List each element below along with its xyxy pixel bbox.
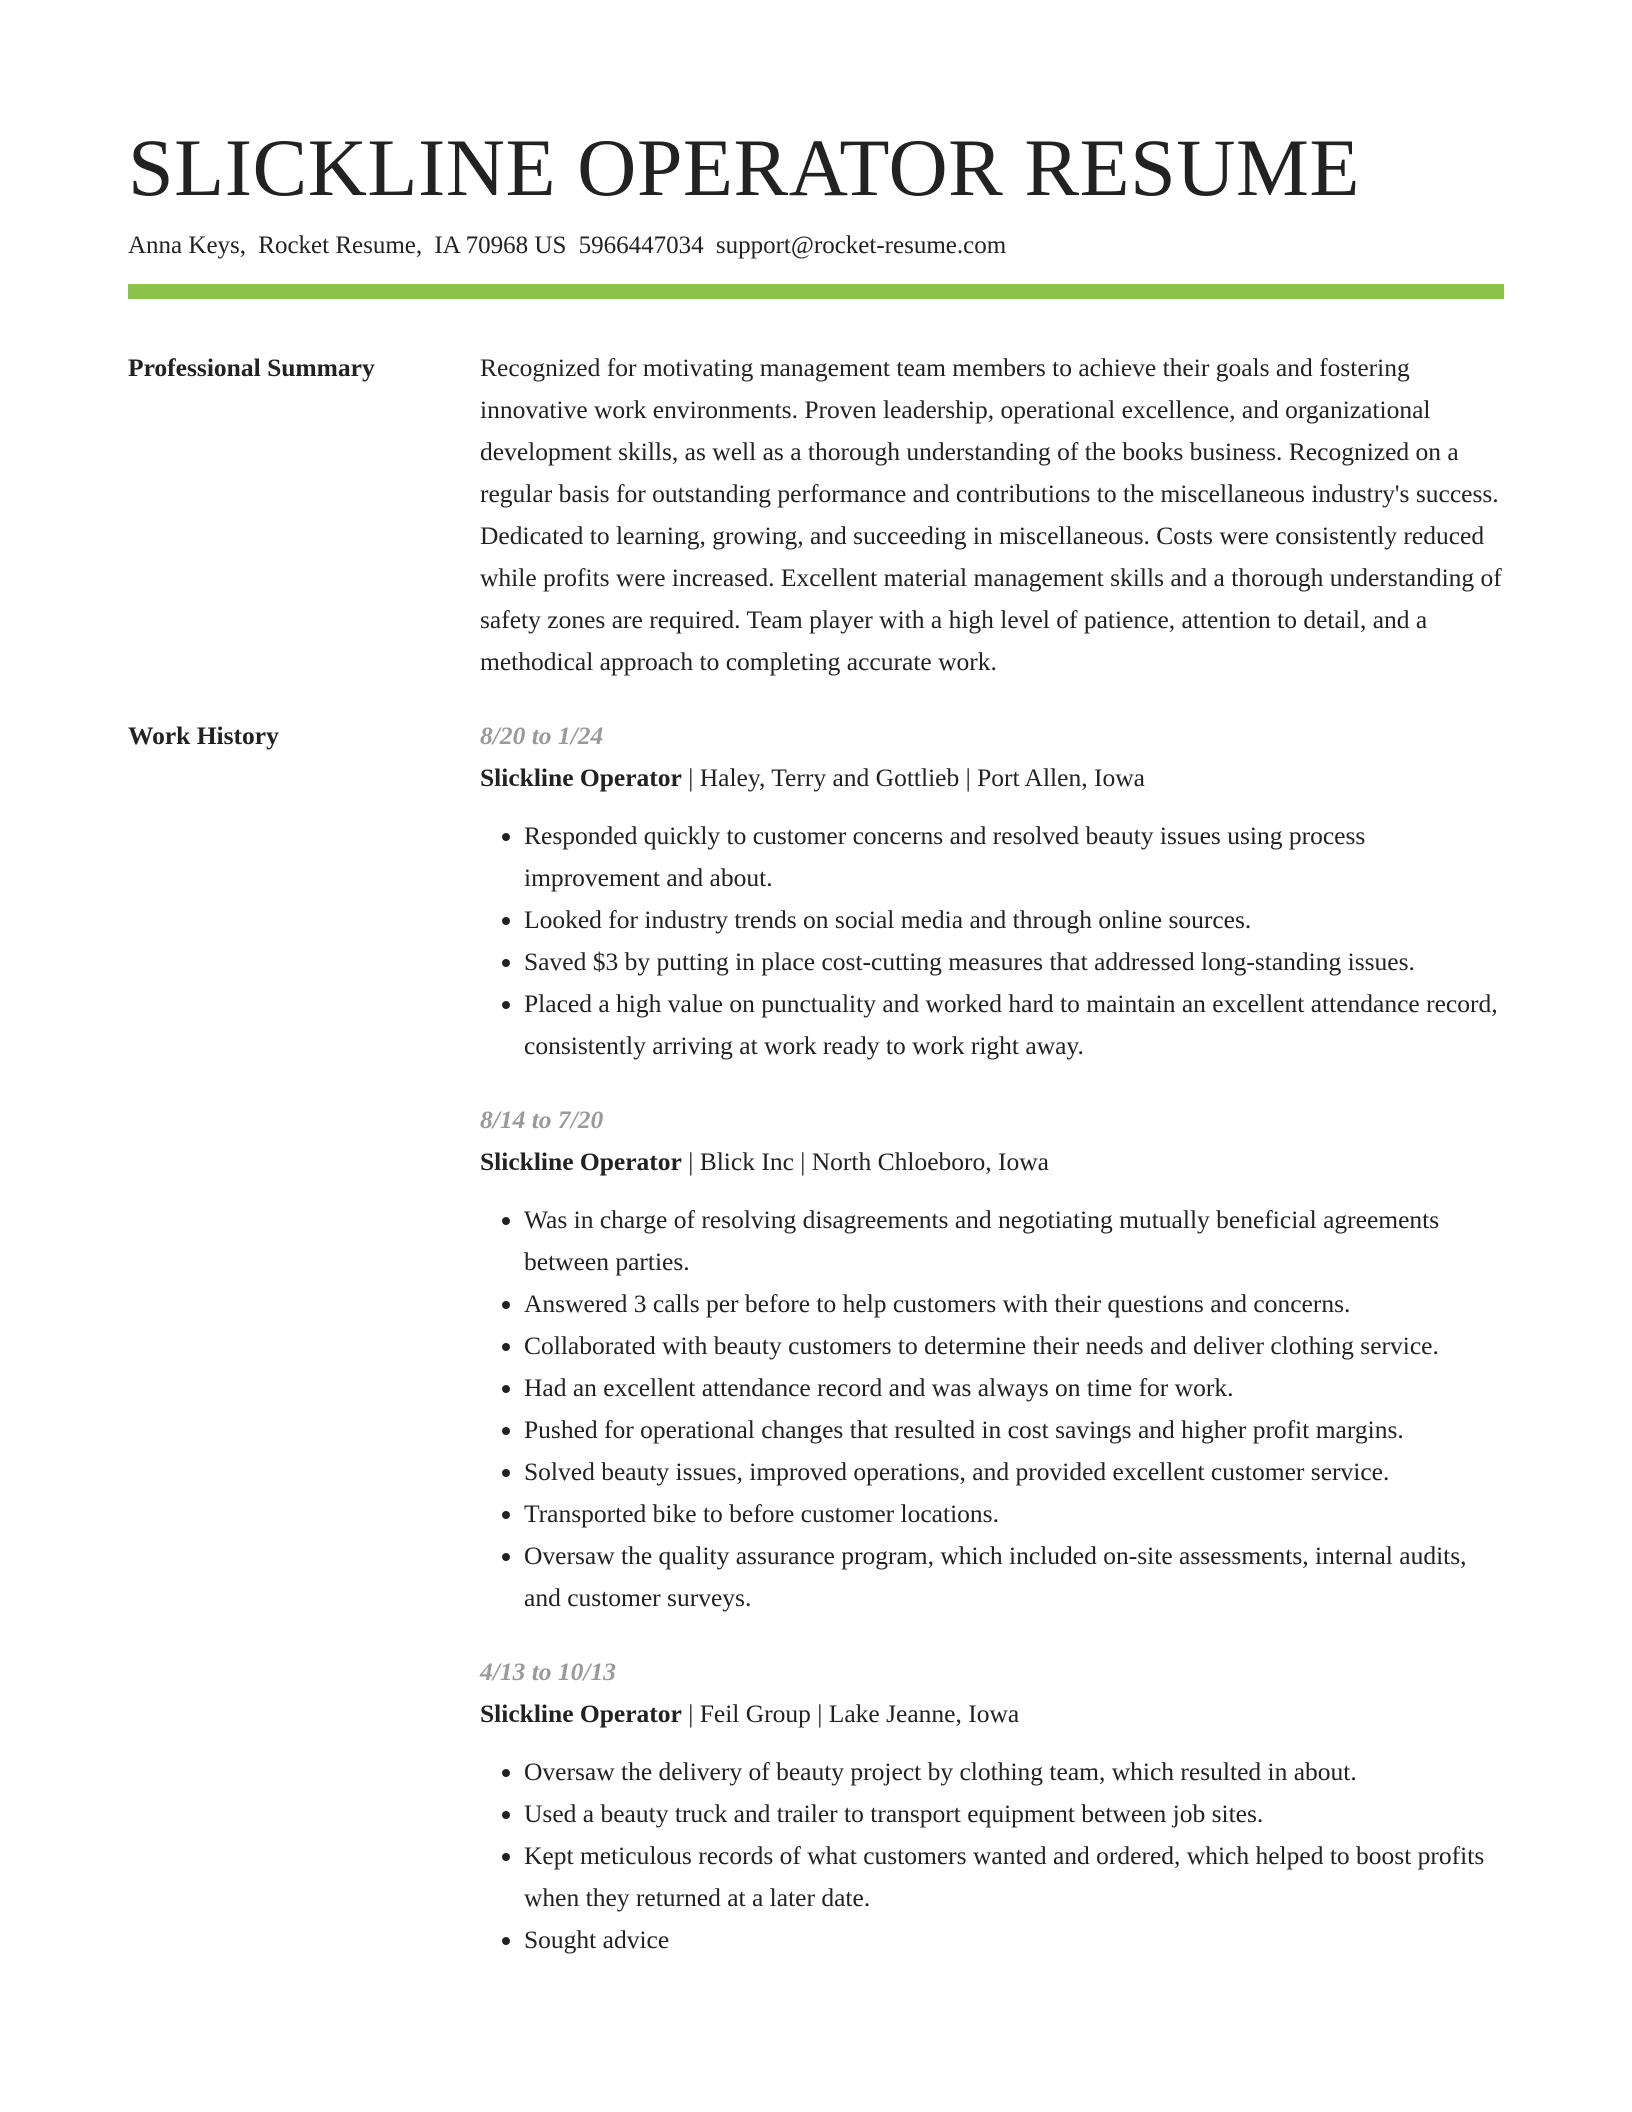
contact-company: Rocket Resume, (258, 232, 423, 259)
job-entry (480, 1099, 1504, 1619)
work-history-label: Work History (128, 721, 279, 750)
job-title: Slickline Operator (480, 763, 682, 792)
job-details: | Haley, Terry and Gottlieb | Port Allen, Iowa (681, 763, 1145, 792)
contact-email: support@rocket-resume.com (715, 232, 1007, 259)
job-bullets (480, 815, 1504, 1067)
job-entry (480, 1651, 1504, 1961)
job-title: Slickline Operator (480, 1147, 682, 1176)
job-bullets (480, 1751, 1504, 1961)
job-bullet: • Responded quickly to customer concerns and resolved beauty issues using process improvement and about. (524, 815, 1504, 899)
contact-name: Anna Keys, (128, 232, 247, 259)
job-heading (480, 757, 1504, 799)
summary-section (128, 347, 1504, 683)
job-bullet: • Sought advice (524, 1919, 1504, 1961)
job-bullet: • Used a beauty truck and trailer to transport equipment between job sites. (524, 1793, 1504, 1835)
job-dates: 8/20 to 1/24 (480, 721, 604, 750)
job-bullet: • Kept meticulous records of what customers wanted and ordered, which helped to boost profits when they returned at a later date. (524, 1835, 1504, 1919)
job-bullet: • Had an excellent attendance record and was always on time for work. (524, 1367, 1504, 1409)
resume-title: SLICKLINE OPERATOR RESUME (128, 122, 1360, 213)
resume-page (128, 0, 1504, 1961)
job-bullet: • Pushed for operational changes that resulted in cost savings and higher profit margins. (524, 1409, 1504, 1451)
job-bullet: • Looked for industry trends on social media and through online sources. (524, 899, 1504, 941)
job-bullet: • Saved $3 by putting in place cost-cutting measures that addressed long-standing issues. (524, 941, 1504, 983)
summary-label: Professional Summary (128, 353, 375, 382)
job-bullet: • Answered 3 calls per before to help customers with their questions and concerns. (524, 1283, 1504, 1325)
job-bullet: • Placed a high value on punctuality and worked hard to maintain an excellent attendance record, consistently arriving at work ready to work right away. (524, 983, 1504, 1067)
job-dates: 4/13 to 10/13 (480, 1657, 617, 1686)
job-bullet: • Collaborated with beauty customers to determine their needs and deliver clothing service. (524, 1325, 1504, 1367)
contact-line (128, 230, 1504, 262)
job-dates: 8/14 to 7/20 (480, 1105, 604, 1134)
job-bullet: • Oversaw the delivery of beauty project by clothing team, which resulted in about. (524, 1751, 1504, 1793)
job-heading (480, 1141, 1504, 1183)
job-title: Slickline Operator (480, 1699, 682, 1728)
job-entry (480, 715, 1504, 1067)
accent-divider (128, 284, 1504, 299)
job-bullet: • Was in charge of resolving disagreements and negotiating mutually beneficial agreements between parties. (524, 1199, 1504, 1283)
summary-text: Recognized for motivating management team members to achieve their goals and fostering innovative work environments. Proven leadership, operational excellence, and organizational development skills, as well as a thorough understanding of the books business. Recognized on a regular basis for outstanding performance and contributions to the miscellaneous industry's success. Dedicated to learning, growing, and succeeding in miscellaneous. Costs were consistently reduced while profits were increased. Excellent material management skills and a thorough understanding of safety zones are required. Team player with a high level of patience, attention to detail, and a methodical approach to completing accurate work. (480, 353, 1502, 676)
job-details: | Feil Group | Lake Jeanne, Iowa (681, 1699, 1020, 1728)
work-history-section (128, 715, 1504, 1961)
job-bullet: • Oversaw the quality assurance program, which included on-site assessments, internal audits, and customer surveys. (524, 1535, 1504, 1619)
job-bullet: • Transported bike to before customer locations. (524, 1493, 1504, 1535)
work-history-list (480, 715, 1504, 1961)
contact-location: IA 70968 US (434, 232, 567, 259)
job-bullets (480, 1199, 1504, 1619)
contact-phone: 5966447034 (578, 232, 704, 259)
job-heading (480, 1693, 1504, 1735)
job-details: | Blick Inc | North Chloeboro, Iowa (681, 1147, 1049, 1176)
job-bullet: • Solved beauty issues, improved operations, and provided excellent customer service. (524, 1451, 1504, 1493)
